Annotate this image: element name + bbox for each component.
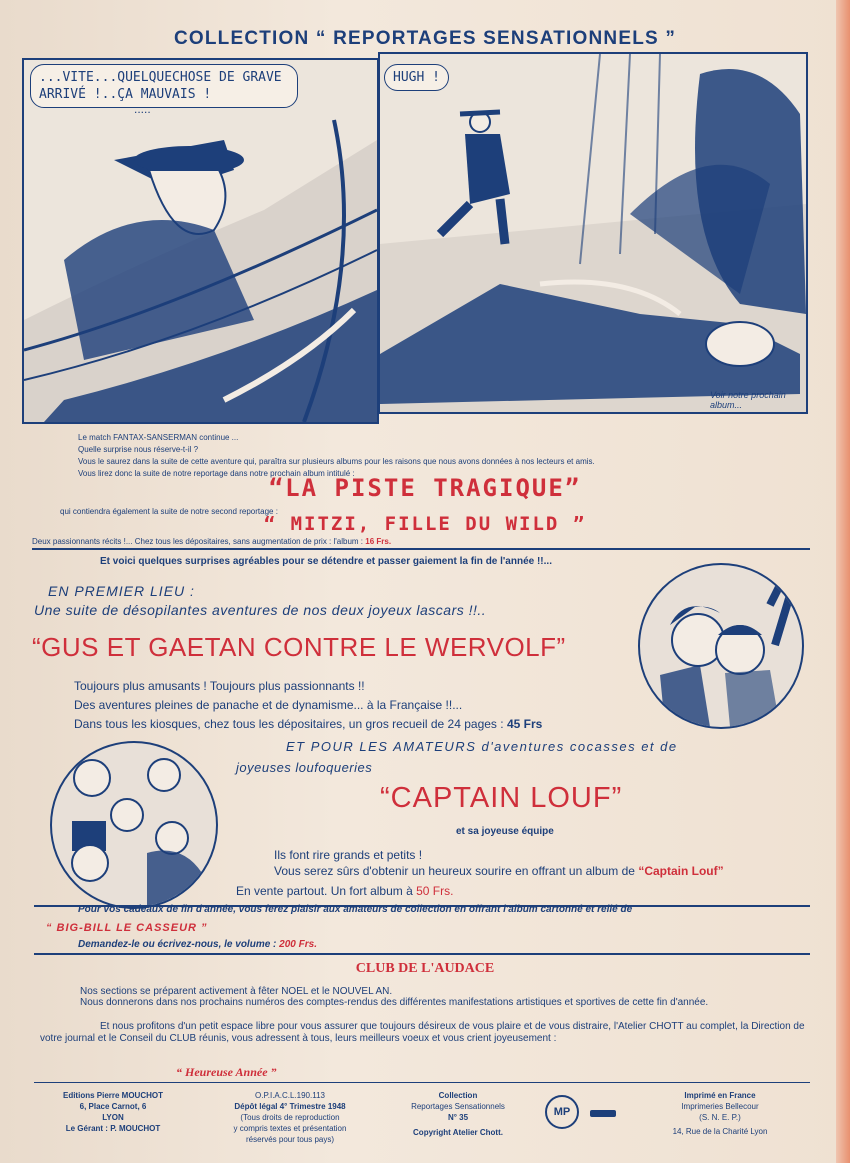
footer-pub-1: Editions Pierre MOUCHOT — [62, 1091, 163, 1100]
footer-pub-3: LYON — [102, 1113, 124, 1122]
gus-sub: Une suite de désopilantes aventures de nos deux joyeux lascars !!.. — [34, 602, 487, 618]
footer-imp-2: Imprimeries Bellecour — [681, 1102, 759, 1111]
speech-bubble-left: ...VITE...QUELQUECHOSE DE GRAVE ARRIVÉ !..ÇA MAUVAIS ! — [30, 64, 298, 108]
footer-printer — [645, 1090, 795, 1137]
footer-pub-4: Le Gérant : P. MOUCHOT — [65, 1124, 161, 1133]
captain-louf-art — [52, 743, 216, 907]
intro-line-4: Vous lirez donc la suite de notre reportage dans notre prochain album intitulé : — [78, 469, 355, 478]
captain-louf-illustration — [50, 741, 218, 909]
intro-line-6-text: Deux passionnants récits !... Chez tous les dépositaires, sans augmentation de prix : l'album : — [32, 537, 364, 546]
footer-col-4: Copyright Atelier Chott. — [413, 1128, 503, 1137]
gus-line-3 — [74, 717, 542, 731]
louf-line-4 — [274, 864, 724, 878]
footer-leg-3: (Tous droits de reproduction — [240, 1113, 340, 1122]
footer-pub-2: 6, Place Carnot, 6 — [79, 1102, 147, 1111]
surprises-line: Et voici quelques surprises agréables pour se détendre et passer gaiement la fin de l'année !!... — [100, 556, 552, 567]
publisher-mark — [590, 1110, 616, 1117]
page-edge — [836, 0, 850, 1163]
club-para-2: Nous donnerons dans nos prochains numéros des comptes-rendus des différentes manifestations artistiques et sportives de cette fin d'année. — [80, 997, 709, 1008]
comic-panel-left — [22, 58, 379, 424]
footer-collection — [388, 1090, 528, 1138]
intro-line-1: Le match FANTAX-SANSERMAN continue ... — [78, 433, 239, 442]
comic-panel-right — [378, 52, 808, 414]
gus-gaetan-illustration — [638, 563, 804, 729]
louf-line-3: Ils font rire grands et petits ! — [274, 848, 423, 862]
club-wish: “ Heureuse Année ” — [176, 1065, 277, 1079]
footer-leg-2: Dépôt légal 4° Trimestre 1948 — [234, 1102, 346, 1111]
louf-sub: et sa joyeuse équipe — [456, 826, 554, 837]
louf-line-2: joyeuses loufoqueries — [236, 760, 373, 775]
club-para-3: Et nous profitons d'un petit espace libre pour vous assurer que toujours désireux de vous plaire et de vous distraire, l'Atelier CHOTT au complet, la Direction de votre journal et le Conseil du CLUB réunis, vous adressent à tous, leurs meilleurs voeux et vous crient joyeusement : — [40, 1021, 805, 1044]
footer-imp-3: (S. N. E. P.) — [699, 1113, 741, 1122]
bigbill-line-2 — [78, 939, 317, 950]
footer-col-3: N° 35 — [447, 1113, 469, 1122]
speech-bubble-dots: ..... — [134, 102, 151, 116]
footer-leg-1: O.P.I.A.C.L.190.113 — [255, 1091, 325, 1100]
publisher-logo: MP — [545, 1095, 579, 1129]
gus-heading: EN PREMIER LIEU : — [48, 583, 195, 599]
louf-line-4-text: Vous serez sûrs d'obtenir un heureux sourire en offrant un album de — [274, 864, 635, 878]
intro-price: 16 Frs. — [365, 537, 392, 546]
divider-4 — [34, 1082, 810, 1083]
intro-line-3: Vous le saurez dans la suite de cette aventure qui, paraîtra sur plusieurs albums pour les raisons que nous avons données à nos lecteurs et amis. — [78, 457, 595, 466]
louf-line-1: ET POUR LES AMATEURS d'aventures cocasses et de — [286, 739, 678, 754]
gus-gaetan-art — [640, 565, 802, 727]
panel-caption: Voir notre prochain album... — [710, 390, 786, 410]
intro-line-5: qui contiendra également la suite de notre second reportage : — [60, 507, 278, 516]
bigbill-line-1: Pour vos cadeaux de fin d'année, vous ferez plaisir aux amateurs de collection en offrant l'album cartonné et relié de — [78, 904, 633, 915]
footer-leg-5: réservés pour tous pays) — [245, 1135, 335, 1144]
title-mitzi: “ MITZI, FILLE DU WILD ” — [263, 513, 587, 535]
bigbill-price: 200 Frs. — [279, 939, 317, 950]
title-captain-louf: “CAPTAIN LOUF” — [380, 782, 623, 814]
bigbill-line-2-text: Demandez-le ou écrivez-nous, le volume : — [78, 939, 277, 950]
intro-line-6 — [32, 537, 391, 546]
footer-leg-4: y compris textes et présentation — [233, 1124, 347, 1133]
footer-imp-4: 14, Rue de la Charité Lyon — [672, 1127, 768, 1136]
title-gus-et-gaetan: “GUS ET GAETAN CONTRE LE WERVOLF” — [32, 632, 566, 662]
panel-right-art — [380, 54, 806, 412]
panel-left-art — [24, 60, 377, 422]
title-la-piste-tragique: “LA PISTE TRAGIQUE” — [268, 474, 582, 502]
gus-price: 45 Frs — [506, 717, 543, 731]
louf-line-5-text: En vente partout. Un fort album à — [236, 884, 413, 898]
divider-3 — [34, 953, 810, 955]
footer-legal — [210, 1090, 370, 1145]
collection-header: COLLECTION “ REPORTAGES SENSATIONNELS ” — [173, 28, 677, 49]
footer-publisher — [38, 1090, 188, 1134]
louf-line-5 — [236, 884, 453, 898]
gus-line-3-text: Dans tous les kiosques, chez tous les dépositaires, un gros recueil de 24 pages : — [74, 717, 504, 731]
footer-imp-1: Imprimé en France — [684, 1091, 756, 1100]
title-big-bill: “ BIG-BILL LE CASSEUR ” — [46, 922, 208, 934]
louf-price: 50 Frs. — [416, 884, 454, 898]
divider-1 — [32, 548, 810, 550]
footer-col-1: Collection — [438, 1091, 478, 1100]
club-title: CLUB DE L'AUDACE — [355, 961, 495, 976]
intro-line-2: Quelle surprise nous réserve-t-il ? — [78, 445, 199, 454]
speech-bubble-right: HUGH ! — [384, 64, 449, 91]
footer-col-2: Reportages Sensationnels — [411, 1102, 505, 1111]
gus-line-2: Des aventures pleines de panache et de dynamisme... à la Française !!... — [74, 698, 463, 712]
club-para-1: Nos sections se préparent activement à fêter NOEL et le NOUVEL AN. — [80, 986, 393, 997]
louf-album-name: “Captain Louf” — [638, 864, 724, 878]
gus-line-1: Toujours plus amusants ! Toujours plus passionnants !! — [74, 679, 365, 693]
